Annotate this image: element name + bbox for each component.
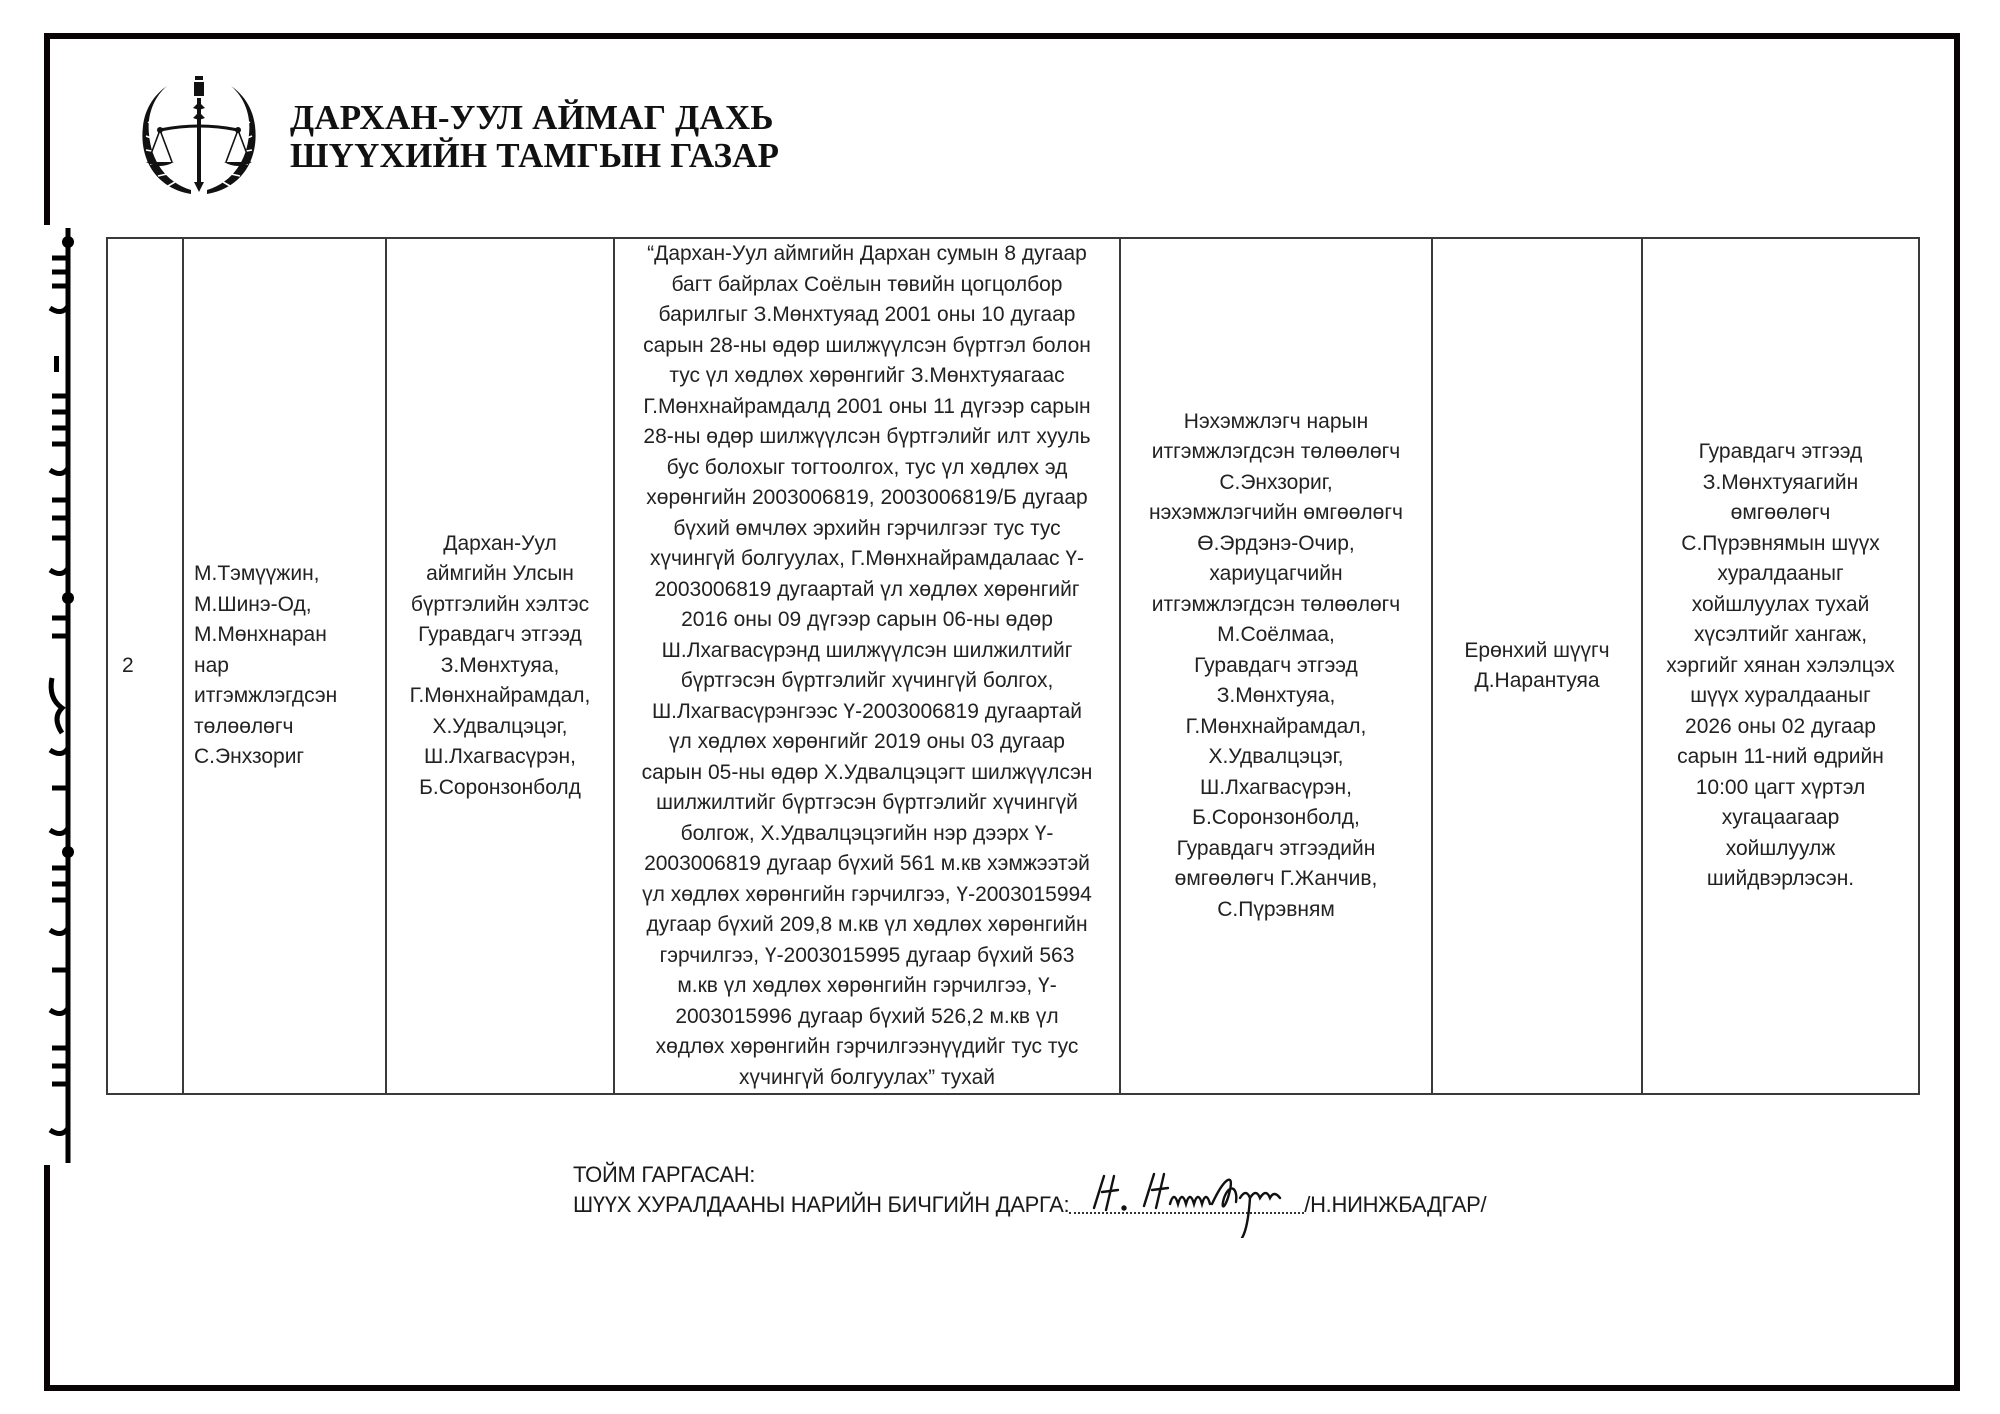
signature-row (573, 1190, 1486, 1220)
participant-line: З.Мөнхтуяа, (1216, 684, 1336, 708)
document-header (138, 72, 779, 202)
decision-line: өмгөөлөгч (1730, 501, 1831, 525)
participant-line: Х.Удвалцэцэг, (1208, 745, 1344, 769)
decision-line: сарын 11-ний өдрийн (1677, 745, 1884, 769)
plaintiff-line: төлөөлөгч (194, 714, 294, 738)
claim-line: тус үл хөдлөх хөрөнгийг З.Мөнхтуяагаас (669, 364, 1065, 387)
judge-title: Ерөнхий шүүгч (1464, 638, 1610, 662)
decision-text (1647, 437, 1914, 895)
participant-line: Гуравдагч этгээд (1194, 653, 1358, 677)
judge-cell (1432, 238, 1642, 1094)
claim-line: “Дархан-Уул аймгийн Дархан сумын 8 дугаар (647, 242, 1087, 265)
defendant-line: Б.Соронзонболд (419, 775, 581, 799)
decision-line: шийдвэрлэсэн. (1706, 867, 1855, 891)
claim-line: барилгыг З.Мөнхтуяад 2001 оны 10 дугаар (658, 303, 1076, 326)
claim-line: хүчингүй болгуулах” тухай (739, 1065, 995, 1089)
claim-line: 2003015996 дугаар бүхий 526,2 м.кв үл (675, 1004, 1059, 1028)
plaintiff-line: С.Энхзориг (194, 745, 305, 769)
claim-line: 2016 оны 09 дүгээр сарын 06-ны өдөр (681, 608, 1053, 631)
summary-label: ТОЙМ ГАРГАСАН: (573, 1162, 756, 1187)
plaintiffs-list (194, 559, 381, 773)
claim-line: бус болохыг тогтоолгох, тус үл хөдлөх эд (666, 455, 1068, 479)
decision-cell (1642, 238, 1919, 1094)
court-emblem-icon (138, 72, 260, 202)
defendant-line: аймгийн Улсын (426, 562, 574, 586)
claim-line: дугаар бүхий 209,8 м.кв үл хөдлөх хөрөнгийн (646, 913, 1088, 936)
plaintiffs-cell (183, 238, 386, 1094)
plaintiff-line: М.Тэмүүжин, (194, 562, 320, 586)
participant-line: Гуравдагч этгээдийн (1176, 836, 1376, 860)
decision-line: хугацаагаар (1721, 806, 1840, 830)
claim-line: 2003006819 дугаар бүхий 561 м.кв хэмжээтэй (644, 852, 1090, 875)
org-title-line1: ДАРХАН-УУЛ АЙМАГ ДАХЬ (290, 98, 774, 137)
claim-line: бүхий өмчлөх эрхийн гэрчилгээг тус тус (673, 516, 1061, 540)
claim-line: болгож, Х.Удвалцэцэгийн нэр дээрх Ү- (680, 821, 1054, 845)
position-label: ШҮҮХ ХУРАЛДААНЫ НАРИЙН БИЧГИЙН ДАРГА: (573, 1192, 1070, 1217)
participant-line: Г.Мөнхнайрамдал, (1185, 714, 1367, 738)
decision-line: С.Пүрэвнямын шүүх (1681, 531, 1880, 555)
claim-line: хөдлөх хөрөнгийн гэрчилгээнүүдийг тус тус (655, 1035, 1079, 1058)
claim-line: м.кв үл хөдлөх хөрөнгийн гэрчилгээ, Ү- (677, 974, 1057, 997)
defendant-line: бүртгэлийн хэлтэс (410, 592, 590, 616)
decision-line: 2026 оны 02 дугаар (1685, 714, 1876, 738)
defendant-line: З.Мөнхтуяа, (440, 653, 560, 677)
claim-line: сарын 28-ны өдөр шилжүүлсэн бүртгэл болон (643, 333, 1091, 357)
participant-line: итгэмжлэгдсэн төлөөлөгч (1151, 440, 1401, 464)
judge-info (1437, 636, 1637, 697)
participant-line: хариуцагчийн (1209, 562, 1343, 586)
participant-line: М.Соёлмаа, (1217, 623, 1335, 647)
judge-name: Д.Нарантуяа (1474, 669, 1600, 692)
defendants-cell (386, 238, 614, 1094)
decision-line: хуралдааныг (1717, 562, 1844, 586)
participant-line: өмгөөлөгч Г.Жанчив, (1174, 867, 1378, 891)
decision-line: 10:00 цагт хүртэл (1695, 775, 1866, 799)
claim-line: Г.Мөнхнайрамдалд 2001 оны 11 дүгээр сарын (643, 394, 1091, 418)
decision-line: хүсэлтийг хангаж, (1693, 623, 1868, 647)
summary-block (573, 1160, 1486, 1220)
plaintiff-line: М.Мөнхнаран (194, 623, 327, 647)
participant-line: Б.Соронзонболд, (1192, 806, 1360, 830)
participant-line: Ш.Лхагвасүрэн, (1200, 775, 1352, 799)
participant-line: С.Энхзориг, (1219, 470, 1333, 494)
mongolian-script-icon (22, 228, 82, 1163)
claim-line: шилжилтийг бүртгэсэн бүртгэлийг хүчингүй (656, 791, 1078, 814)
signer-name: /Н.НИНЖБАДГАР/ (1304, 1192, 1487, 1217)
participant-line: нэхэмжлэгчийн өмгөөлөгч (1149, 501, 1403, 525)
claim-line: 2003006819 дугаартай үл хөдлөх хөрөнгийг (654, 577, 1080, 601)
case-number: 2 (122, 653, 134, 677)
plaintiff-line: М.Шинэ-Од, (194, 592, 312, 616)
defendant-line: Х.Удвалцэцэг, (432, 714, 568, 738)
participant-line: итгэмжлэгдсэн төлөөлөгч (1151, 592, 1401, 616)
participants-cell (1120, 238, 1432, 1094)
claim-line: хүчингүй болгуулах, Г.Мөнхнайрамдалаас Ү- (649, 547, 1085, 570)
claim-cell (614, 238, 1120, 1094)
defendant-line: Гуравдагч этгээд (418, 623, 582, 647)
defendant-line: Дархан-Уул (443, 531, 557, 555)
claim-line: сарын 05-ны өдөр Х.Удвалцэцэгт шилжүүлсэн (641, 760, 1093, 784)
claim-line: бүртгэсэн бүртгэлийг хүчингүй болгох, (680, 669, 1054, 692)
claim-line: 28-ны өдөр шилжүүлсэн бүртгэлийг илт хууль (643, 425, 1091, 448)
plaintiff-line: нар (194, 653, 229, 677)
table-row (107, 238, 1919, 1094)
claim-line: гэрчилгээ, Ү-2003015995 дугаар бүхий 563 (659, 943, 1075, 967)
case-number-cell (107, 238, 183, 1094)
claim-line: Ш.Лхагвасүрэнгээс Ү-2003006819 дугаартай (651, 699, 1083, 723)
org-title-line2: ШҮҮХИЙН ТАМГЫН ГАЗАР (290, 136, 780, 175)
defendant-line: Г.Мөнхнайрамдал, (409, 684, 591, 708)
claim-line: үл хөдлөх хөрөнгийн гэрчилгээ, Ү-2003015994 (642, 882, 1092, 906)
claim-line: багт байрлах Соёлын төвийн цогцолбор (671, 272, 1063, 296)
participant-line: Ө.Эрдэнэ-Очир, (1197, 531, 1355, 555)
decision-line: хойшлуулж (1725, 836, 1836, 860)
participant-line: С.Пүрэвням (1217, 897, 1335, 921)
decision-line: шүүх хуралдааныг (1690, 684, 1871, 708)
organization-title (290, 99, 779, 175)
participants-list (1125, 407, 1427, 926)
claim-line: Ш.Лхагвасүрэнд шилжүүлсэн шилжилтийг (661, 638, 1073, 662)
mongolian-script-vertical-text (22, 228, 82, 1163)
defendant-line: Ш.Лхагвасүрэн, (424, 745, 576, 769)
decision-line: хойшлуулах тухай (1691, 592, 1870, 616)
decision-line: З.Мөнхтуяагийн (1702, 470, 1859, 494)
decision-line: Гуравдагч этгээд (1698, 440, 1863, 464)
plaintiff-line: итгэмжлэгдсэн (194, 684, 338, 708)
decision-line: хэргийг хянан хэлэлцэх (1666, 653, 1895, 677)
claim-line: үл хөдлөх хөрөнгийг 2019 оны 03 дугаар (669, 730, 1065, 753)
case-schedule-table (106, 237, 1920, 1095)
participant-line: Нэхэмжлэгч нарын (1183, 409, 1369, 433)
handwritten-signature-icon (1084, 1168, 1294, 1238)
defendants-list (391, 529, 609, 804)
claim-text (619, 239, 1115, 1093)
claim-line: хөрөнгийн 2003006819, 2003006819/Б дугаар (646, 486, 1088, 509)
